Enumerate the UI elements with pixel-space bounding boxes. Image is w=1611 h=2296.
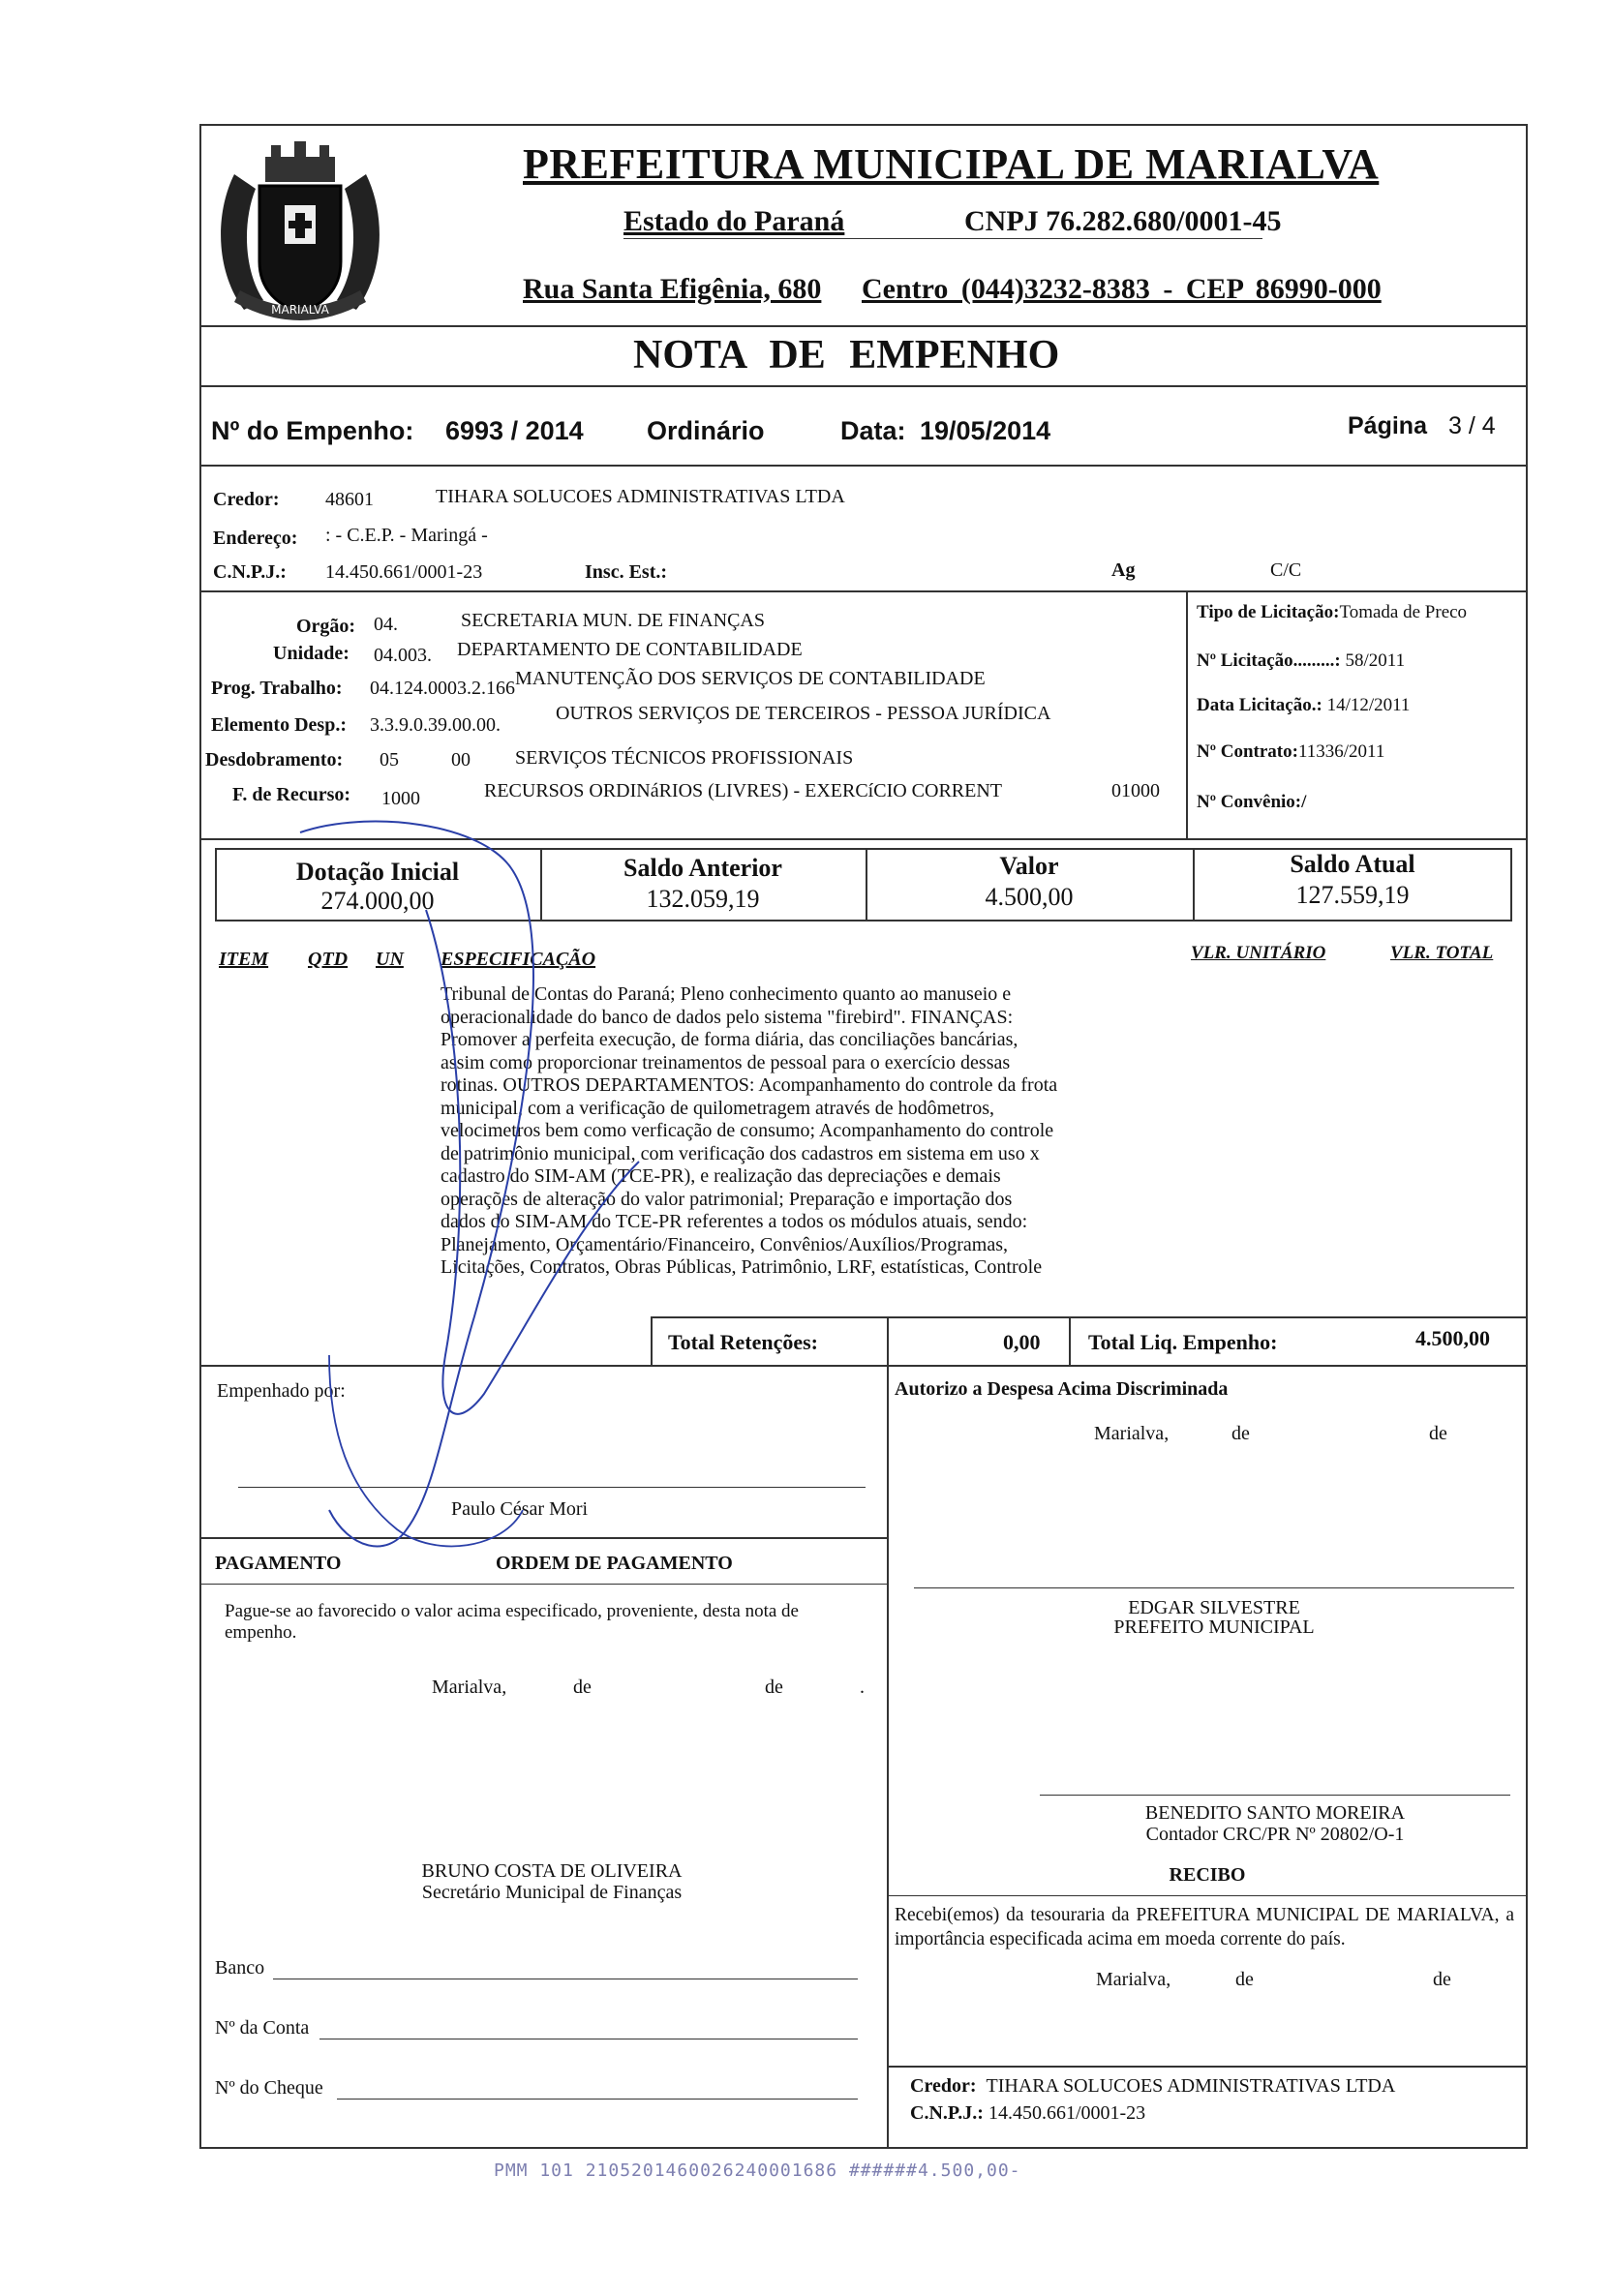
prog-label: Prog. Trabalho:	[211, 678, 343, 699]
recurso-name: RECURSOS ORDINáRIOS (LIVRES) - EXERCíCIO CORRENT	[484, 780, 1003, 801]
spec-line: velocimetros bem como verficação de consumo; Acompanhamento do controle	[441, 1120, 1054, 1141]
col-vlr-total: VLR. TOTAL	[1390, 943, 1494, 963]
pagamento-de1: de	[573, 1677, 592, 1698]
autorizo-place: Marialva,	[1094, 1423, 1170, 1444]
unidade-code: 04.003.	[374, 645, 432, 666]
dotacao-label: Dotação Inicial	[295, 858, 460, 886]
elemento-name: OUTROS SERVIÇOS DE TERCEIROS - PESSOA JURÍDICA	[556, 703, 1051, 724]
recurso-code2: 01000	[1111, 780, 1160, 801]
bank-stamp: PMM 101 2105201460026240001686 ######4.500,00-	[494, 2160, 1021, 2181]
desdob-name: SERVIÇOS TÉCNICOS PROFISSIONAIS	[515, 747, 854, 769]
orgao-label: Orgão:	[296, 616, 356, 637]
cc-label: C/C	[1270, 559, 1302, 581]
spec-line: operacionalidade do banco de dados pelo sistema "firebird". FINANÇAS:	[441, 1006, 1014, 1028]
insc-label: Insc. Est.:	[585, 561, 668, 583]
divider	[1186, 590, 1188, 838]
atual-value: 127.559,19	[1295, 881, 1410, 909]
spec-line: Licitações, Contratos, Obras Públicas, Patrimônio, LRF, estatísticas, Controle	[441, 1256, 1043, 1278]
recibo-de2: de	[1433, 1969, 1451, 1990]
contador-name: BENEDITO SANTO MOREIRA	[1144, 1802, 1406, 1824]
cheque-label: Nº do Cheque	[215, 2077, 323, 2099]
licitacao-data-value: 14/12/2011	[1326, 695, 1411, 715]
valor-value: 4.500,00	[985, 883, 1074, 911]
licitacao-num	[1197, 650, 1405, 672]
spec-line: Tribunal de Contas do Paraná; Pleno conhecimento quanto ao manuseio e	[441, 983, 1012, 1005]
contador-role: Contador CRC/PR Nº 20802/O-1	[1145, 1824, 1405, 1845]
col-qtd: QTD	[308, 949, 349, 970]
ag-label: Ag	[1111, 559, 1136, 581]
credor-name: TIHARA SOLUCOES ADMINISTRATIVAS LTDA	[436, 486, 845, 507]
page-title: PREFEITURA MUNICIPAL DE MARIALVA	[523, 140, 1380, 188]
pagamento-de2: de	[765, 1677, 783, 1698]
col-spec: ESPECIFICAÇÃO	[441, 949, 596, 970]
orgao-name: SECRETARIA MUN. DE FINANÇAS	[461, 610, 765, 631]
spec-line: assim como proporcionar treinamentos de pessoal para o exercício dessas	[441, 1051, 1011, 1073]
secretario-role: Secretário Municipal de Finanças	[421, 1882, 683, 1903]
spec-line: rotinas. OUTROS DEPARTAMENTOS: Acompanhamento do controle da frota	[441, 1074, 1058, 1096]
cheque-line	[337, 2099, 858, 2100]
banco-label: Banco	[215, 1957, 265, 1979]
municipal-seal	[205, 136, 395, 339]
licitacao-num-value: 58/2011	[1345, 650, 1406, 671]
pagamento-place: Marialva,	[432, 1677, 507, 1698]
anterior-label: Saldo Anterior	[623, 854, 782, 882]
doc-title: NOTA DE EMPENHO	[633, 333, 1060, 378]
page-label: Página	[1348, 412, 1427, 439]
spec-line: de patrimônio municipal, com verificação dos cadastros em sistema em uso x	[441, 1142, 1040, 1164]
divider	[887, 1365, 889, 2149]
header-street: Rua Santa Efigênia, 680	[523, 273, 822, 305]
licitacao-num-label: Nº Licitação.........:	[1197, 650, 1341, 671]
licitacao-convenio: Nº Convênio:/	[1197, 792, 1307, 812]
spec-line: dados do SIM-AM do TCE-PR referentes a todos os módulos atuais, sendo:	[441, 1211, 1028, 1232]
footer-credor-label: Credor:	[910, 2075, 977, 2097]
liq-value: 4.500,00	[1415, 1326, 1490, 1350]
empenho-type: Ordinário	[647, 416, 765, 445]
autorizo-de1: de	[1231, 1423, 1250, 1444]
pagamento-dot: .	[860, 1677, 865, 1698]
divider	[887, 2066, 1528, 2068]
desdob-label: Desdobramento:	[205, 749, 344, 770]
retencoes-value: 0,00	[1003, 1330, 1041, 1354]
unidade-label: Unidade:	[273, 643, 350, 664]
anterior-value: 132.059,19	[646, 885, 760, 913]
licitacao-tipo-value: Tomada de Preco	[1339, 602, 1468, 622]
conta-label: Nº da Conta	[215, 2017, 310, 2039]
address-value: : - C.E.P. - Maringá -	[325, 525, 488, 546]
col-item: ITEM	[219, 949, 269, 970]
handwritten-signature	[290, 813, 736, 1568]
autorizo-de2: de	[1429, 1423, 1447, 1444]
ordem-label: ORDEM DE PAGAMENTO	[496, 1553, 733, 1574]
licitacao-contrato	[1197, 741, 1384, 763]
licitacao-contrato-value: 11336/2011	[1297, 741, 1385, 762]
liq-label: Total Liq. Empenho:	[1088, 1330, 1278, 1354]
autorizo-label: Autorizo a Despesa Acima Discriminada	[895, 1378, 1229, 1400]
recibo-place: Marialva,	[1096, 1969, 1171, 1990]
valor-label: Valor	[999, 852, 1059, 880]
empenhado-signer: Paulo César Mori	[451, 1498, 589, 1520]
credor-code: 48601	[325, 489, 374, 510]
credor-label: Credor:	[213, 489, 280, 510]
recibo-de1: de	[1235, 1969, 1254, 1990]
state-name: Estado do Paraná	[623, 205, 845, 237]
elemento-label: Elemento Desp.:	[211, 714, 347, 736]
cnpj-value: 14.450.661/0001-23	[325, 561, 483, 583]
prog-name: MANUTENÇÃO DOS SERVIÇOS DE CONTABILIDADE	[515, 668, 986, 689]
address-label: Endereço:	[213, 528, 298, 549]
recurso-code: 1000	[381, 788, 420, 809]
divider	[1069, 1316, 1071, 1365]
footer-cnpj	[910, 2102, 1145, 2125]
recurso-label: F. de Recurso:	[232, 784, 351, 805]
dotacao-value: 274.000,00	[320, 887, 435, 915]
page-number: 3 / 4	[1448, 412, 1496, 439]
empenhado-label: Empenhado por:	[217, 1380, 346, 1402]
divider	[199, 1584, 887, 1585]
state-underline	[623, 238, 1262, 239]
divider	[887, 1895, 1528, 1896]
header-cnpj: CNPJ 76.282.680/0001-45	[964, 205, 1282, 237]
header-contact: Centro (044)3232-8383 - CEP 86990-000	[862, 273, 1382, 305]
empenho-number: 6993 / 2014	[445, 416, 584, 445]
recibo-label: RECIBO	[1169, 1864, 1246, 1886]
pagamento-label: PAGAMENTO	[215, 1553, 342, 1574]
unidade-name: DEPARTAMENTO DE CONTABILIDADE	[457, 639, 803, 660]
empenho-date: 19/05/2014	[920, 416, 1051, 445]
licitacao-tipo	[1197, 602, 1467, 623]
footer-cnpj-label: C.N.P.J.:	[910, 2102, 984, 2124]
pagamento-text: Pague-se ao favorecido o valor acima especificado, proveniente, desta nota de empenho.	[225, 1601, 799, 1643]
secretario-name: BRUNO COSTA DE OLIVEIRA	[421, 1860, 683, 1882]
svg-text:MARIALVA: MARIALVA	[271, 303, 329, 317]
empenho-number-label: Nº do Empenho:	[211, 416, 414, 445]
spec-line: municipal, com a verificação de quilometragem através de hodômetros,	[441, 1097, 995, 1119]
atual-label: Saldo Atual	[1290, 850, 1415, 878]
footer-credor-name: TIHARA SOLUCOES ADMINISTRATIVAS LTDA	[986, 2075, 1396, 2097]
divider	[199, 590, 1528, 592]
divider	[887, 1316, 889, 1365]
prefeito-name: EDGAR SILVESTRE	[1128, 1597, 1300, 1618]
desdob-code1: 05	[380, 749, 399, 770]
spec-line: Promover a perfeita execução, de forma diária, das conciliações bancárias,	[441, 1029, 1018, 1050]
cnpj-label: C.N.P.J.:	[213, 561, 287, 583]
divider	[199, 325, 1528, 327]
recibo-text: Recebi(emos) da tesouraria da PREFEITURA MUNICIPAL DE MARIALVA, a importância especificada acima em moeda corrente do país.	[895, 1905, 1514, 1949]
elemento-code: 3.3.9.0.39.00.00.	[370, 714, 501, 736]
signature-line	[914, 1587, 1514, 1588]
footer-cnpj-value: 14.450.661/0001-23	[988, 2102, 1146, 2124]
spec-line: cadastro do SIM-AM (TCE-PR), e realização das depreciações e demais	[441, 1165, 1001, 1187]
prefeito-role: PREFEITO MUNICIPAL	[1113, 1616, 1315, 1638]
spec-line: operações de alteração do valor patrimonial; Preparação e importação dos	[441, 1188, 1013, 1210]
licitacao-tipo-label: Tipo de Licitação:	[1197, 602, 1340, 622]
licitacao-data	[1197, 695, 1410, 716]
divider	[651, 1316, 1528, 1318]
desdob-code2: 00	[451, 749, 471, 770]
col-vlr-unit: VLR. UNITÁRIO	[1191, 943, 1326, 963]
col-un: UN	[376, 949, 404, 970]
divider	[199, 465, 1528, 467]
date-label: Data:	[840, 416, 906, 445]
spec-line: Planejamento, Orçamentário/Financeiro, Convênios/Auxílios/Programas,	[441, 1233, 1008, 1255]
divider	[199, 385, 1528, 387]
licitacao-contrato-label: Nº Contrato:	[1197, 741, 1298, 762]
retencoes-label: Total Retenções:	[668, 1330, 818, 1354]
footer-credor	[910, 2075, 1395, 2098]
licitacao-data-label: Data Licitação.:	[1197, 695, 1322, 715]
orgao-code: 04.	[374, 614, 398, 635]
signature-line	[1040, 1795, 1510, 1796]
prog-code: 04.124.0003.2.166	[370, 678, 515, 699]
